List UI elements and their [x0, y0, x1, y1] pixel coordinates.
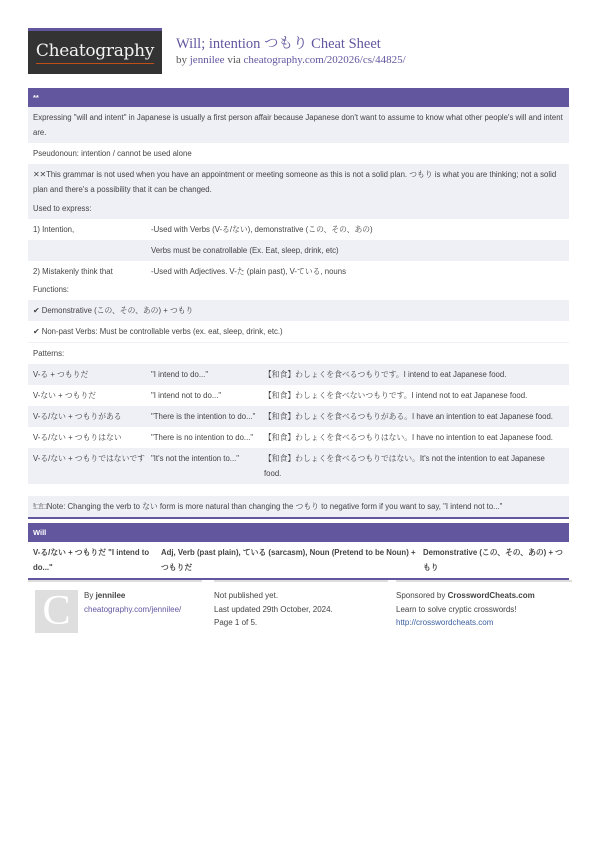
author-profile-link[interactable]: cheatography.com/jennilee/: [84, 604, 182, 614]
section-subheading: Functions:: [28, 279, 569, 300]
row-value: Verbs must be conatrollable (Ex. Eat, sleep, drink, etc): [151, 246, 339, 255]
footer-by: By: [84, 591, 96, 600]
page-header: [28, 28, 572, 74]
pattern-form: V-ない + つもりだ: [33, 391, 97, 400]
pattern-row: [28, 427, 569, 448]
pattern-meaning: "I intend not to do...": [151, 391, 222, 400]
footer-author: [28, 580, 202, 634]
pattern-form: V-る/ない + つもりではないです: [33, 454, 145, 463]
pattern-form: V-る + つもりだ: [33, 370, 89, 379]
row-value: -Used with Verbs (V-る/ない), demonstrative (この、その、あの): [151, 225, 373, 234]
section-subheading: Patterns:: [28, 343, 569, 364]
function-item: ✔ Non-past Verbs: Must be controllable verbs (ex. eat, sleep, drink, etc.): [28, 321, 569, 342]
pattern-example: 【和食】わしょくを食べるつもりです。I intend to eat Japanese food.: [264, 370, 507, 379]
row-value: -Used with Adjectives. V-た (plain past), V-ている, nouns: [151, 267, 346, 276]
pattern-meaning: "There is no intention to do...": [151, 433, 254, 442]
sponsor-tagline: Learn to solve cryptic crosswords!: [396, 604, 517, 614]
footer-sponsor: [396, 580, 572, 630]
pattern-row: [28, 364, 569, 385]
will-col: Demonstrative (この、その、あの) + つもり: [423, 548, 563, 572]
table-row: [28, 240, 569, 261]
intro-row: Expressing "will and intent" in Japanese is usually a first person affair because Japanese don't want to assume to know what other people's will and intent are.: [28, 107, 569, 143]
cheatography-logo[interactable]: [28, 28, 162, 74]
pattern-row: [28, 385, 569, 406]
author-link[interactable]: jennilee: [189, 54, 225, 66]
function-item: ✔ Demonstrative (この、その、あの) + つもり: [28, 300, 569, 321]
sponsor-link[interactable]: http://crosswordcheats.com: [396, 618, 494, 627]
pattern-meaning: "I intend to do...": [151, 370, 209, 379]
pattern-row: [28, 406, 569, 427]
byline-prefix: by: [176, 54, 190, 66]
pattern-meaning: "There is the intention to do...": [151, 412, 256, 421]
row-label: 1) Intention,: [33, 225, 75, 234]
will-col: Adj, Verb (past plain), ている (sarcasm), Noun (Pretend to be Noun) + つもりだ: [161, 548, 416, 572]
patterns-section: [28, 343, 569, 496]
sponsor-prefix: Sponsored by: [396, 591, 448, 600]
page-number: Page 1 of 5.: [214, 618, 258, 627]
footer-meta: [214, 580, 388, 630]
byline-via: via: [224, 54, 244, 66]
note-text: !□!□Note: Changing the verb to ない form is more natural than changing the つもり to negative form if you want to say, "I intend not to...": [28, 496, 569, 519]
section-heading: Will: [28, 523, 569, 542]
sponsor-name[interactable]: CrosswordCheats.com: [447, 591, 535, 600]
logo-text: Cheatography: [36, 41, 154, 64]
pattern-example: 【和食】わしょくを食べるつもりはない。I have no intention to eat Japanese food.: [264, 433, 553, 442]
footer-author-text: [84, 589, 202, 616]
pattern-form: V-る/ない + つもりがある: [33, 412, 122, 421]
footer-author-name[interactable]: jennilee: [95, 591, 126, 600]
intro-section: [28, 88, 569, 210]
pattern-form: V-る/ない + つもりはない: [33, 433, 122, 442]
row-label: 2) Mistakenly think that: [33, 267, 113, 276]
page-title: Will; intention つもり Cheat Sheet: [176, 36, 381, 52]
pattern-meaning: "It's not the intention to...": [151, 454, 240, 463]
section-heading: **: [28, 88, 569, 107]
avatar: C: [35, 590, 78, 633]
pattern-example: 【和食】わしょくを食べるつもりがある。I have an intention to eat Japanese food.: [264, 412, 553, 421]
pattern-row: [28, 448, 569, 484]
sheet-url-link[interactable]: cheatography.com/202026/cs/44825/: [243, 54, 406, 66]
publish-status: Not published yet.: [214, 591, 279, 600]
table-row: [28, 219, 569, 240]
pattern-example: 【和食】わしょくを食べないつもりです。I intend not to eat Japanese food.: [264, 391, 528, 400]
last-updated: Last updated 29th October, 2024.: [214, 604, 333, 614]
row-label: [33, 243, 151, 258]
spacer: [28, 484, 569, 496]
section-subheading: Used to express:: [28, 198, 569, 219]
intro-row: ✕✕This grammar is not used when you have an appointment or meeting someone as this is not a solid plan. つもり is what you are thinking; not a solid plan and there's a possibility that it can be changed.: [28, 164, 569, 200]
title-block: [176, 36, 406, 67]
will-row: [28, 542, 569, 580]
will-section: [28, 523, 569, 580]
note-section: [28, 496, 569, 519]
intro-row: Pseudonoun: intention / cannot be used alone: [28, 143, 569, 164]
pattern-example: 【和食】わしょくを食べるつもりではない。It's not the intention to eat Japanese food.: [264, 454, 545, 478]
will-col: V-る/ない + つもりだ "I intend to do...": [33, 548, 150, 572]
byline: [176, 53, 406, 67]
